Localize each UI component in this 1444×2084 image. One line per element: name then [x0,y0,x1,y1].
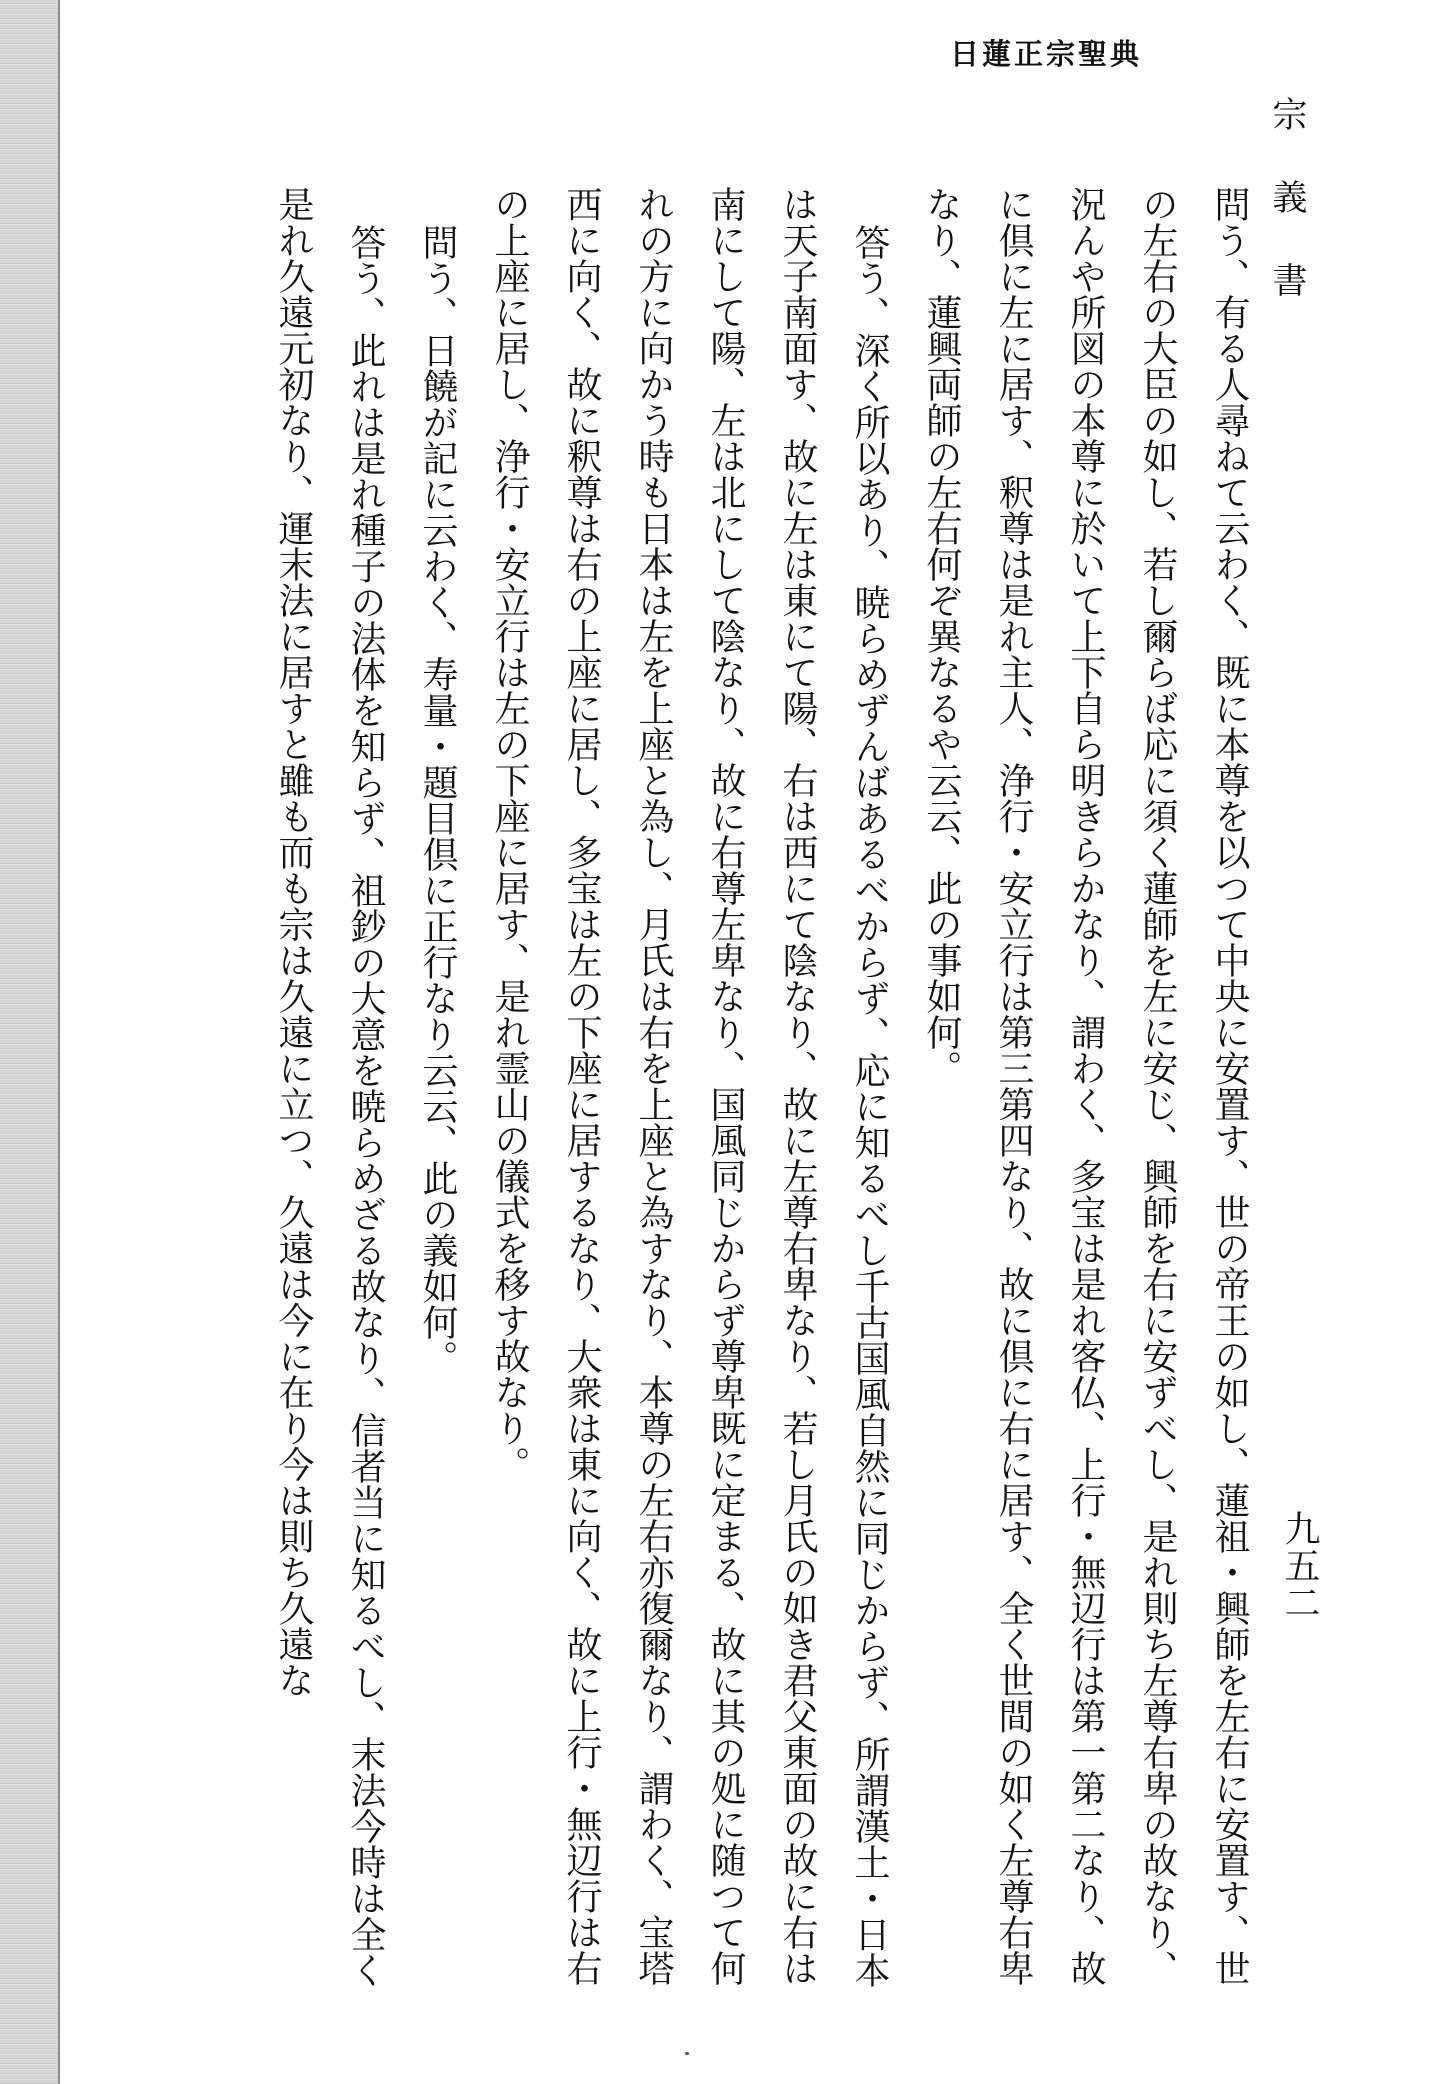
paragraph-answer-2: 答う、此れは是れ種子の法体を知らず、祖鈔の大意を暁らめざる故なり、信者当に知るべし、末法今時は全く是れ久遠元初なり、運末法に居すと雖も而も宗は久遠に立つ、久遠は今に在り今は則ち久遠な [273,186,386,1988]
paragraph-question-2: 問う、日饒が記に云わく、寿量・題目倶に正行なり云云、此の義如何。 [417,224,458,1376]
section-title: 宗義書 [1267,96,1307,345]
binding-gutter-edge [58,0,60,2084]
stray-ink-dot [685,2052,689,2055]
binding-gutter-shadow [0,0,60,2084]
running-head: 日蓮正宗聖典 [950,37,1143,71]
paragraph-question-1: 問う、有る人尋ねて云わく、既に本尊を以つて中央に安置す、世の帝王の如し、蓮祖・興師を左右に安置す、世の左右の大臣の如し、若し爾らば応に須く蓮師を左に安じ、興師を右に安ずべし、是れ則ち左尊右卑の故なり、況んや所図の本尊に於いて上下自ら明きらかなり、謂わく、多宝は是れ客仏、上行・無辺行は第一第二なり、故に倶に左に居す、釈尊は是れ主人、浄行・安立行は第三第四なり、故に倶に右に居す、全く世間の如く左尊右卑なり、蓮興両師の左右何ぞ異なるや云云、此の事如何。 [921,186,1250,1986]
body-text [180,186,1265,2018]
paragraph-answer-1: 答う、深く所以あり、暁らめずんばあるべからず、応に知るべし千古国風自然に同じからず、所謂漢土・日本は天子南面す、故に左は東にて陽、右は西にて陰なり、故に左尊右卑なり、若し月氏の如き君父東面の故に右は南にして陽、左は北にして陰なり、故に右尊左卑なり、国風同じからず尊卑既に定まる、故に其の処に随つて何れの方に向かう時も日本は左を上座と為し、月氏は右を上座と為すなり、本尊の左右亦復爾なり、謂わく、宝塔西に向く、故に釈尊は右の上座に居し、多宝は左の下座に居するなり、大衆は東に向く、故に上行・無辺行は右の上座に居し、浄行・安立行は左の下座に居す、是れ霊山の儀式を移す故なり。 [489,186,890,1988]
page-number: 九五二 [1279,1510,1320,1621]
